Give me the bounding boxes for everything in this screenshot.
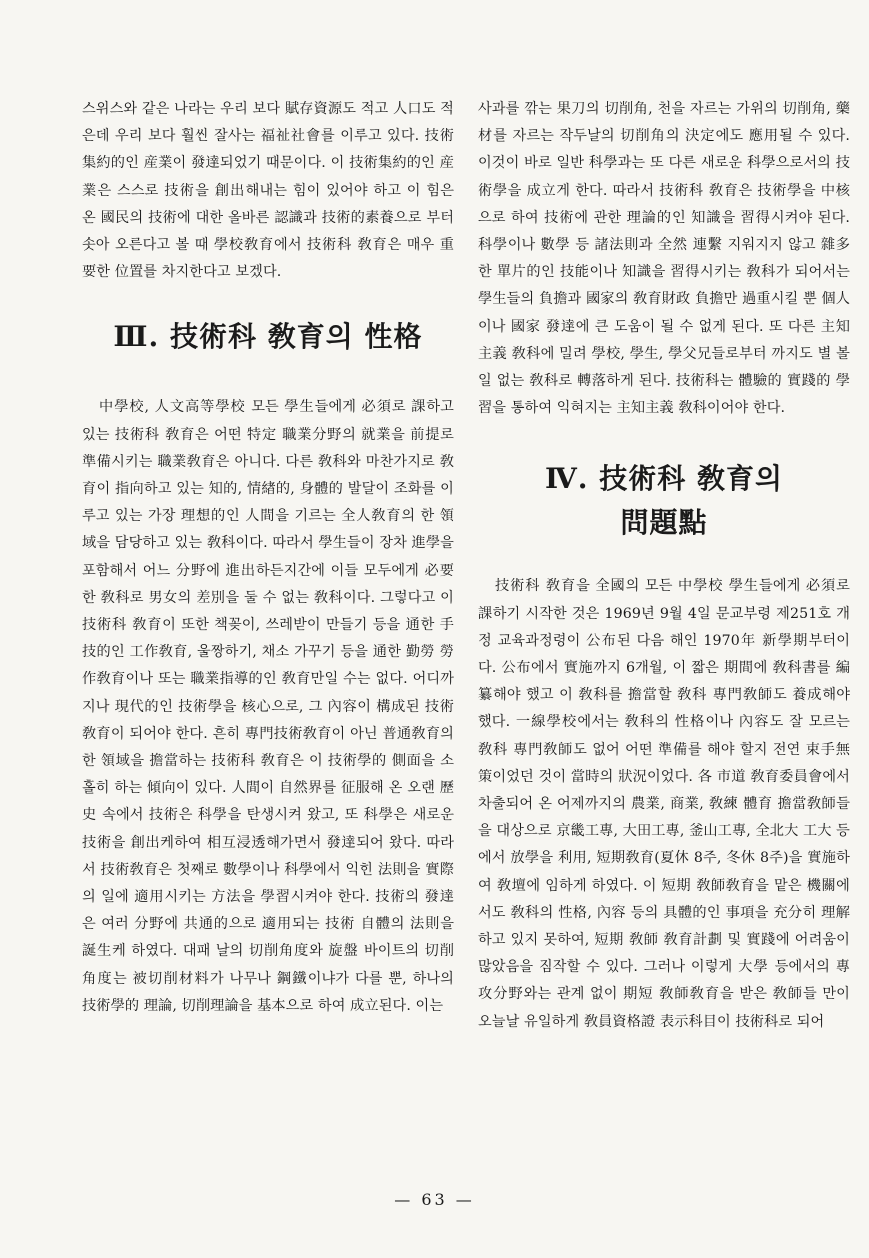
- section-3-heading: Ⅲ. 技術科 敎育의 性格: [113, 320, 423, 354]
- section-4-heading-line-2: 問題點: [620, 506, 708, 540]
- left-column: [82, 96, 454, 1020]
- section-4-heading: [478, 457, 850, 545]
- section-3-paragraph: 中學校, 人文高等學校 모든 學生들에게 必須로 課하고 있는 技術科 敎育은 어떤 特定 職業分野의 就業을 前提로 準備시키는 職業敎育은 아니다. 다른 敎科와 마찬가지로 敎育이 指向하고 있는 知的, 情緖的, 身體的 발달이 조화를 이루고 있는 가장 理想的인 人間을 기르는 全人敎育의 한 領域을 담당하고 있는 敎科이다. 따라서 學生들이 장차 進學을 포함해서 어느 分野에 進出하든지간에 이들 모두에게 必要한 敎科로 男女의 差別을 둘 수 없는 敎科이다. 그렇다고 이 技術科 敎育이 또한 책꽂이, 쓰레받이 만들기 등을 通한 手技的인 工作敎育, 울짱하기, 채소 가꾸기 등을 通한 勤勞 勞作敎育이나 또는 職業指導的인 敎育만일 수는 없다. 어디까지나 現代的인 技術學을 核心으로, 그 內容이 構成된 技術敎育이 되어야 한다. 흔히 專門技術敎育이 아닌 普通敎育의 한 領域을 擔當하는 技術科 敎育은 이 技術學的 側面을 소홀히 하는 傾向이 있다. 人間이 自然界를 征服해 온 오랜 歷史 속에서 技術은 科學을 탄생시켜 왔고, 또 科學은 새로운 技術을 創出케하여 相互浸透해가면서 發達되어 왔다. 따라서 技術敎育은 첫째로 數學이나 科學에서 익힌 法則을 實際의 일에 適用시키는 方法을 學習시켜야 한다. 技術의 發達은 여러 分野에 共通的으로 適用되는 技術 自體의 法則을 誕生케 하였다. 대패 날의 切削角度와 旋盤 바이트의 切削角度는 被切削材料가 나무나 鋼鐵이냐가 다를 뿐, 하나의 技術學的 理論, 切削理論을 基本으로 하여 成立된다. 이는: [82, 399, 454, 1014]
- right-column: [478, 96, 850, 1036]
- section-4-heading-line-1: Ⅳ. 技術科 敎育의: [544, 462, 784, 496]
- continuation-paragraph: 사과를 깎는 果刀의 切削角, 천을 자르는 가위의 切削角, 藥材를 자르는 작두날의 切削角의 決定에도 應用될 수 있다. 이것이 바로 일반 科學과는 또 다른 새로운 科學으로서의 技術學을 成立게 한다. 따라서 技術科 敎育은 技術學을 中核으로 하여 技術에 관한 理論的인 知識을 習得시켜야 된다. 科學이나 數學 등 諸法則과 全然 連繫 지워지지 않고 雜多한 單片的인 技能이나 知識을 習得시키는 敎科가 되어서는 學生들의 負擔과 國家의 敎育財政 負擔만 過重시킬 뿐 個人이나 國家 發達에 큰 도움이 될 수 없게 된다. 또 다른 主知主義 敎科에 밀려 學校, 學生, 學父兄들로부터 까지도 별 볼 일 없는 敎科로 轉落하게 된다. 技術科는 體驗的 實踐的 學習을 통하여 익혀지는 主知主義 敎科이어야 한다.: [478, 101, 850, 417]
- page-number: — 63 —: [394, 1190, 475, 1209]
- section-4-paragraph: 技術科 敎育을 全國의 모든 中學校 學生들에게 必須로 課하기 시작한 것은 1969년 9월 4일 문교부령 제251호 개정 교육과정령이 公布된 다음 해인 1970年 新學期부터이다. 公布에서 實施까지 6개월, 이 짧은 期間에 敎科書를 編纂해야 했고 이 敎科를 擔當할 敎科 專門敎師도 養成해야 했다. 一線學校에서는 敎科의 性格이나 內容도 잘 모르는 敎科 專門敎師도 없어 어떤 準備를 해야 할지 전연 束手無策이었던 것이 當時의 狀況이었다. 各 市道 敎育委員會에서 차출되어 온 어제까지의 農業, 商業, 敎練 體育 擔當敎師들을 대상으로 京畿工專, 大田工專, 釜山工專, 全北大 工大 등에서 放學을 利用, 短期敎育(夏休 8주, 冬休 8주)을 實施하여 敎壇에 임하게 하였다. 이 短期 敎師敎育을 맡은 機關에서도 敎科의 性格, 內容 등의 具體的인 事項을 充分히 理解하고 있지 못하여, 短期 敎師 敎育計劃 및 實踐에 어려움이 많았음을 짐작할 수 있다. 그러나 이렇게 大學 등에서의 專攻分野와는 관계 없이 期短 敎師敎育을 받은 敎師들 만이 오늘날 유일하게 敎員資格證 表示科目이 技術科로 되어: [478, 578, 850, 1030]
- intro-paragraph: 스위스와 같은 나라는 우리 보다 賦存資源도 적고 人口도 적은데 우리 보다 훨씬 잘사는 福祉社會를 이루고 있다. 技術集約的인 産業이 發達되었기 때문이다. 이 技術集約的인 産業은 스스로 技術을 創出해내는 힘이 있어야 하고 이 힘은 온 國民의 技術에 대한 올바른 認識과 技術的素養으로 부터 솟아 오른다고 볼 때 學校敎育에서 技術科 敎育은 매우 重要한 位置를 차지한다고 보겠다.: [82, 101, 454, 281]
